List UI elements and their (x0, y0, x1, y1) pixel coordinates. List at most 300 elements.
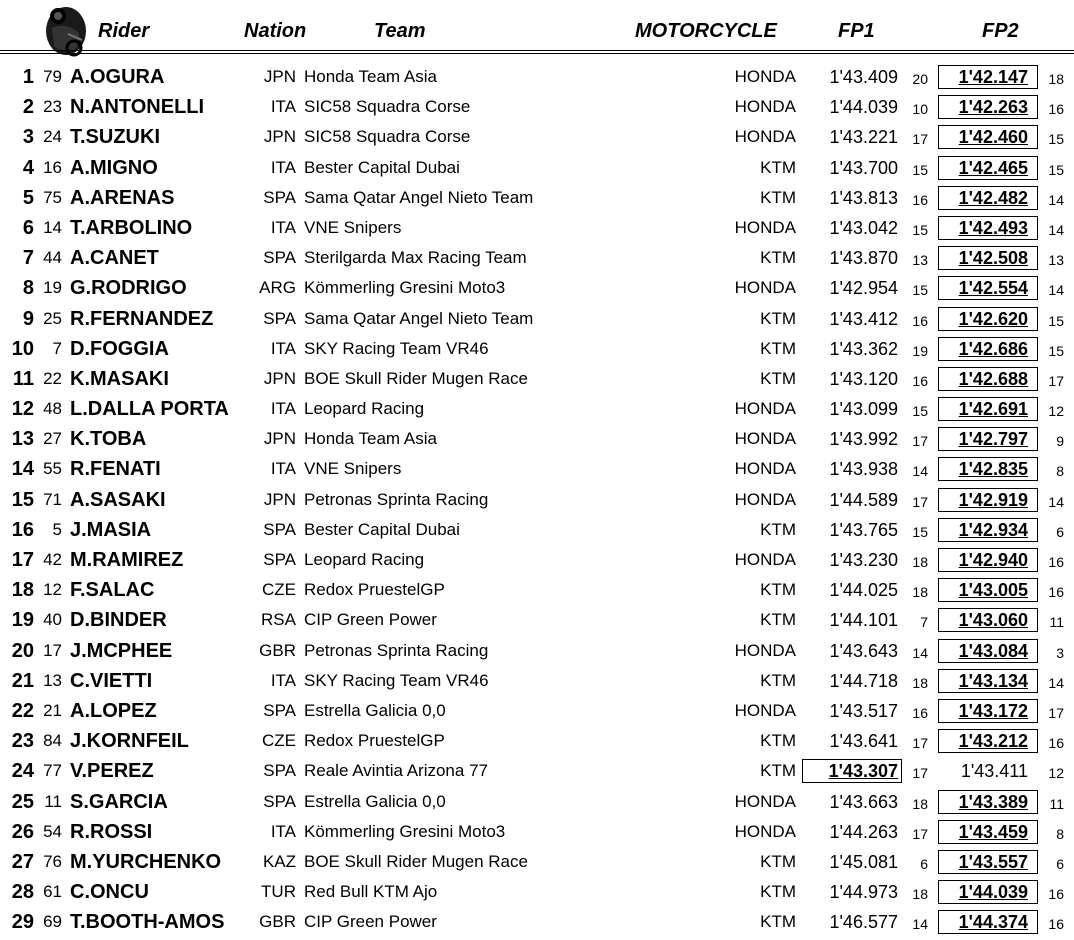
rider-name-cell: T.BOOTH-AMOS (70, 911, 225, 934)
motorcycle-cell: KTM (760, 912, 796, 932)
team-cell: Leopard Racing (304, 399, 425, 419)
fp1-lap-cell: 10 (912, 101, 928, 118)
team-cell: Bester Capital Dubai (304, 519, 460, 539)
fp2-lap-cell: 8 (1056, 463, 1064, 480)
rider-name-cell: A.LOPEZ (70, 699, 157, 722)
nation-cell: RSA (261, 610, 296, 630)
nation-cell: JPN (263, 489, 296, 509)
fp2-time-cell: 1'42.797 (958, 429, 1028, 450)
fp2-time-cell: 1'43.084 (958, 640, 1028, 661)
rider-name-cell: T.ARBOLINO (70, 216, 193, 239)
fp1-time-cell: 1'42.954 (829, 278, 898, 299)
rider-name-cell: A.SASAKI (70, 488, 166, 511)
team-cell: Honda Team Asia (304, 429, 437, 449)
fp2-time-cell: 1'42.460 (958, 127, 1028, 148)
motorcycle-cell: HONDA (734, 700, 796, 720)
fp2-lap-cell: 15 (1048, 161, 1064, 178)
fp1-time-cell: 1'43.992 (829, 429, 898, 450)
position-cell: 29 (11, 911, 34, 934)
table-row (0, 877, 1074, 907)
table-row (0, 545, 1074, 575)
fp2-time-cell: 1'42.508 (958, 248, 1028, 269)
team-cell: VNE Snipers (304, 217, 402, 237)
fp1-time-cell: 1'44.589 (829, 489, 898, 510)
nation-cell: SPA (263, 550, 296, 569)
nation-cell: ITA (270, 670, 296, 690)
fp1-lap-cell: 14 (912, 644, 928, 661)
rider-name-cell: R.FENATI (70, 458, 161, 481)
header-fp1: FP1 (838, 20, 875, 42)
position-cell: 19 (11, 609, 34, 632)
motorcycle-cell: HONDA (734, 489, 796, 509)
fp1-lap-cell: 16 (912, 372, 928, 389)
motorcycle-cell: KTM (760, 610, 796, 630)
fp1-lap-cell: 6 (920, 855, 928, 872)
fp1-time-cell: 1'44.263 (829, 821, 898, 842)
fp1-time-cell: 1'43.307 (828, 761, 898, 782)
fp2-lap-cell: 17 (1048, 372, 1064, 389)
position-cell: 25 (11, 790, 34, 813)
motorcycle-cell: HONDA (734, 640, 796, 660)
nation-cell: JPN (263, 368, 296, 388)
motorcycle-cell: KTM (760, 368, 796, 388)
fp2-lap-cell: 17 (1048, 704, 1064, 721)
position-cell: 14 (11, 458, 34, 481)
nation-cell: GBR (259, 640, 296, 660)
nation-cell: ITA (270, 821, 296, 841)
fp1-time-cell: 1'43.042 (829, 217, 898, 238)
table-row (0, 364, 1074, 394)
fp2-lap-cell: 6 (1056, 855, 1064, 872)
fp2-lap-cell: 16 (1048, 584, 1064, 601)
fp2-lap-cell: 16 (1048, 101, 1064, 118)
position-cell: 5 (22, 186, 34, 209)
position-cell: 6 (22, 216, 34, 239)
fp1-time-cell: 1'44.025 (829, 580, 898, 601)
rider-name-cell: F.SALAC (70, 579, 155, 602)
fp1-lap-cell: 17 (912, 131, 928, 148)
team-cell: VNE Snipers (304, 459, 402, 479)
table-row (0, 575, 1074, 605)
table-row (0, 847, 1074, 877)
fp2-lap-cell: 15 (1048, 342, 1064, 359)
rider-name-cell: A.CANET (70, 247, 159, 270)
fp2-time-cell: 1'42.686 (958, 338, 1028, 359)
position-cell: 9 (22, 307, 34, 330)
nation-cell: CZE (262, 580, 296, 600)
motorcycle-cell: KTM (760, 882, 796, 902)
position-cell: 18 (11, 579, 34, 602)
fp1-time-cell: 1'43.765 (829, 519, 898, 540)
fp2-lap-cell: 14 (1048, 674, 1064, 691)
rider-number-cell: 24 (43, 127, 62, 147)
motorcycle-cell: HONDA (734, 97, 796, 117)
header-fp2: FP2 (982, 20, 1019, 42)
position-cell: 17 (11, 549, 34, 571)
rider-number-cell: 55 (43, 459, 62, 479)
table-row (0, 666, 1074, 696)
rider-number-cell: 13 (43, 670, 62, 690)
fp2-lap-cell: 13 (1048, 252, 1064, 269)
fp1-lap-cell: 17 (912, 433, 928, 450)
rider-name-cell: K.MASAKI (70, 367, 169, 390)
rider-name-cell: T.SUZUKI (70, 126, 160, 149)
position-cell: 26 (11, 820, 34, 843)
header-rule-top (0, 50, 1074, 51)
fp1-time-cell: 1'45.081 (829, 851, 898, 872)
table-row (0, 153, 1074, 183)
motorcycle-cell: KTM (760, 851, 796, 871)
team-cell: Sama Qatar Angel Nieto Team (304, 187, 534, 207)
rider-number-cell: 71 (43, 489, 62, 509)
rider-number-cell: 17 (43, 640, 62, 660)
fp2-time-cell: 1'42.934 (958, 519, 1028, 540)
rider-number-cell: 42 (43, 550, 62, 569)
table-row (0, 62, 1074, 92)
motorcycle-cell: HONDA (734, 127, 796, 147)
fp1-lap-cell: 15 (912, 161, 928, 178)
team-cell: Leopard Racing (304, 550, 425, 569)
nation-cell: ITA (270, 399, 296, 419)
rider-number-cell: 21 (43, 700, 62, 720)
fp2-time-cell: 1'43.459 (958, 821, 1028, 842)
fp1-time-cell: 1'43.700 (829, 157, 898, 178)
fp1-lap-cell: 17 (912, 735, 928, 752)
rider-number-cell: 76 (43, 851, 62, 871)
fp2-time-cell: 1'42.919 (958, 489, 1028, 510)
nation-cell: SPA (263, 791, 296, 811)
fp2-lap-cell: 16 (1048, 554, 1064, 570)
rider-name-cell: R.FERNANDEZ (70, 307, 214, 330)
rider-number-cell: 25 (43, 308, 62, 328)
team-cell: Estrella Galicia 0,0 (304, 791, 446, 811)
team-cell: Sama Qatar Angel Nieto Team (304, 308, 534, 328)
rider-number-cell: 23 (43, 97, 62, 117)
fp2-time-cell: 1'42.147 (958, 67, 1028, 87)
fp1-lap-cell: 16 (912, 191, 928, 208)
fp2-lap-cell: 14 (1048, 221, 1064, 238)
table-row (0, 817, 1074, 847)
team-cell: Bester Capital Dubai (304, 157, 460, 177)
fp2-lap-cell: 16 (1048, 916, 1064, 933)
nation-cell: ITA (270, 459, 296, 479)
fp2-time-cell: 1'43.557 (958, 851, 1028, 872)
fp1-lap-cell: 13 (912, 252, 928, 269)
nation-cell: JPN (263, 429, 296, 449)
fp2-lap-cell: 3 (1056, 644, 1064, 661)
fp2-lap-cell: 18 (1048, 71, 1064, 87)
fp2-time-cell: 1'44.374 (958, 912, 1028, 933)
fp2-time-cell: 1'42.688 (958, 368, 1028, 389)
fp1-lap-cell: 14 (912, 916, 928, 933)
fp2-time-cell: 1'43.005 (958, 580, 1028, 601)
motorcycle-cell: HONDA (734, 399, 796, 419)
fp1-time-cell: 1'46.577 (829, 912, 898, 933)
fp1-lap-cell: 18 (912, 584, 928, 601)
fp1-time-cell: 1'43.362 (829, 338, 898, 359)
fp1-time-cell: 1'43.221 (829, 127, 898, 148)
fp2-time-cell: 1'42.691 (958, 399, 1028, 420)
position-cell: 8 (22, 277, 34, 300)
fp2-time-cell: 1'42.465 (958, 157, 1028, 178)
rider-number-cell: 54 (43, 821, 62, 841)
position-cell: 4 (22, 156, 34, 179)
motorcycle-cell: KTM (760, 670, 796, 690)
fp2-lap-cell: 12 (1048, 403, 1064, 420)
fp1-time-cell: 1'43.813 (829, 187, 898, 208)
header-rule-bottom (0, 53, 1074, 54)
fp1-lap-cell: 14 (912, 463, 928, 480)
table-row (0, 696, 1074, 726)
nation-cell: SPA (263, 761, 296, 781)
motorcycle-cell: HONDA (734, 821, 796, 841)
team-cell: CIP Green Power (304, 610, 437, 630)
fp2-lap-cell: 6 (1056, 523, 1064, 540)
rider-name-cell: C.ONCU (70, 881, 149, 904)
position-cell: 1 (22, 66, 34, 88)
fp2-lap-cell: 14 (1048, 191, 1064, 208)
fp1-lap-cell: 19 (912, 342, 928, 359)
fp2-time-cell: 1'43.172 (958, 700, 1028, 721)
team-cell: BOE Skull Rider Mugen Race (304, 368, 528, 388)
fp1-time-cell: 1'43.099 (829, 399, 898, 420)
table-row (0, 605, 1074, 635)
fp2-lap-cell: 14 (1048, 282, 1064, 299)
team-cell: SIC58 Squadra Corse (304, 97, 471, 117)
fp2-lap-cell: 16 (1048, 735, 1064, 752)
position-cell: 27 (11, 850, 34, 873)
rider-number-cell: 27 (43, 429, 62, 449)
fp1-lap-cell: 18 (912, 674, 928, 691)
fp2-time-cell: 1'42.554 (958, 278, 1028, 299)
table-row (0, 636, 1074, 666)
table-row (0, 304, 1074, 334)
table-row (0, 787, 1074, 817)
team-cell: Red Bull KTM Ajo (304, 882, 438, 902)
position-cell: 28 (11, 881, 34, 904)
table-row (0, 515, 1074, 545)
rider-name-cell: A.OGURA (70, 66, 165, 88)
fp1-lap-cell: 17 (912, 825, 928, 842)
table-row (0, 213, 1074, 243)
rider-number-cell: 77 (43, 761, 62, 781)
nation-cell: ITA (270, 217, 296, 237)
fp1-time-cell: 1'43.663 (829, 791, 898, 812)
table-row (0, 907, 1074, 937)
table-row (0, 756, 1074, 786)
position-cell: 21 (11, 669, 34, 692)
fp1-lap-cell: 18 (912, 886, 928, 903)
team-cell: Estrella Galicia 0,0 (304, 700, 446, 720)
table-row (0, 726, 1074, 756)
fp1-time-cell: 1'44.718 (829, 670, 898, 691)
rider-number-cell: 5 (52, 519, 62, 539)
table-row (0, 394, 1074, 424)
motorcycle-cell: KTM (760, 308, 796, 328)
rider-number-cell: 11 (44, 791, 62, 811)
position-cell: 16 (11, 518, 34, 541)
position-cell: 22 (11, 699, 34, 722)
rider-number-cell: 79 (43, 67, 62, 86)
fp1-time-cell: 1'43.409 (829, 67, 898, 87)
fp2-lap-cell: 12 (1048, 765, 1064, 782)
fp1-lap-cell: 15 (912, 221, 928, 238)
position-cell: 12 (11, 398, 34, 421)
nation-cell: CZE (262, 731, 296, 751)
fp1-lap-cell: 18 (912, 795, 928, 812)
rider-name-cell: V.PEREZ (70, 760, 154, 783)
rider-name-cell: N.ANTONELLI (70, 96, 205, 119)
fp2-lap-cell: 11 (1049, 614, 1064, 631)
fp2-time-cell: 1'43.389 (958, 791, 1028, 812)
fp2-time-cell: 1'42.263 (958, 97, 1028, 118)
fp2-time-cell: 1'44.039 (958, 882, 1028, 903)
rider-name-cell: D.FOGGIA (70, 337, 169, 360)
team-cell: BOE Skull Rider Mugen Race (304, 851, 528, 871)
fp1-lap-cell: 20 (912, 71, 928, 87)
rider-number-cell: 16 (43, 157, 62, 177)
motorcycle-cell: HONDA (734, 791, 796, 811)
rider-name-cell: J.KORNFEIL (70, 730, 189, 753)
fp2-time-cell: 1'43.134 (958, 670, 1028, 691)
fp1-time-cell: 1'44.973 (829, 882, 898, 903)
motorcycle-cell: HONDA (734, 217, 796, 237)
position-cell: 20 (11, 639, 34, 662)
fp2-time-cell: 1'42.493 (958, 217, 1028, 238)
fp1-lap-cell: 18 (912, 554, 928, 570)
rider-number-cell: 61 (43, 882, 62, 902)
position-cell: 3 (22, 126, 34, 149)
rider-number-cell: 40 (43, 610, 62, 630)
motorcycle-cell: KTM (760, 338, 796, 358)
team-cell: Redox PruestelGP (304, 580, 445, 600)
fp1-lap-cell: 15 (912, 403, 928, 420)
rider-number-cell: 48 (43, 399, 62, 419)
motorcycle-cell: KTM (760, 761, 796, 781)
fp1-time-cell: 1'43.870 (829, 248, 898, 269)
rider-number-cell: 84 (43, 731, 62, 751)
position-cell: 2 (22, 96, 34, 119)
team-cell: Kömmerling Gresini Moto3 (304, 278, 506, 298)
rider-name-cell: J.MASIA (70, 518, 152, 541)
fp1-time-cell: 1'43.517 (829, 700, 898, 721)
results-table (0, 62, 1074, 937)
position-cell: 24 (11, 760, 34, 783)
nation-cell: JPN (263, 127, 296, 147)
fp1-lap-cell: 15 (912, 523, 928, 540)
fp1-time-cell: 1'43.641 (829, 731, 898, 752)
nation-cell: ITA (270, 97, 296, 117)
table-row (0, 122, 1074, 152)
motorcycle-cell: HONDA (734, 278, 796, 298)
fp2-lap-cell: 15 (1048, 131, 1064, 148)
nation-cell: SPA (263, 700, 296, 720)
rider-name-cell: R.ROSSI (70, 820, 153, 843)
team-cell: Reale Avintia Arizona 77 (304, 761, 488, 781)
fp1-time-cell: 1'43.412 (829, 308, 898, 329)
motorcycle-cell: KTM (760, 157, 796, 177)
rider-number-cell: 44 (43, 248, 62, 268)
fp2-lap-cell: 15 (1048, 312, 1064, 329)
header-nation: Nation (244, 20, 307, 42)
fp1-time-cell: 1'43.938 (829, 459, 898, 480)
fp2-time-cell: 1'43.060 (958, 610, 1028, 631)
motorcycle-cell: HONDA (734, 459, 796, 479)
motorcycle-cell: KTM (760, 519, 796, 539)
rider-name-cell: G.RODRIGO (70, 277, 187, 300)
fp1-lap-cell: 7 (920, 614, 928, 631)
rider-name-cell: K.TOBA (70, 428, 147, 451)
table-row (0, 424, 1074, 454)
motorcycle-cell: HONDA (734, 429, 796, 449)
fp2-lap-cell: 8 (1056, 825, 1064, 842)
team-cell: SIC58 Squadra Corse (304, 127, 471, 147)
fp2-time-cell: 1'42.482 (958, 187, 1028, 208)
rider-name-cell: S.GARCIA (70, 790, 168, 813)
fp2-lap-cell: 14 (1048, 493, 1064, 510)
motorcycle-cell: KTM (760, 187, 796, 207)
rider-number-cell: 75 (43, 187, 62, 207)
header-motorcycle: MOTORCYCLE (635, 20, 777, 42)
fp1-time-cell: 1'43.643 (829, 640, 898, 661)
team-cell: Sterilgarda Max Racing Team (304, 248, 527, 268)
fp1-lap-cell: 17 (912, 765, 928, 782)
table-row (0, 485, 1074, 515)
rider-name-cell: D.BINDER (70, 609, 167, 632)
nation-cell: SPA (263, 519, 296, 539)
fp2-lap-cell: 9 (1056, 433, 1064, 450)
header-rider: Rider (98, 20, 150, 42)
fp2-time-cell: 1'43.212 (958, 731, 1028, 752)
rider-number-cell: 22 (43, 368, 62, 388)
table-row (0, 92, 1074, 122)
position-cell: 13 (11, 428, 34, 451)
position-cell: 10 (11, 337, 34, 360)
team-cell: SKY Racing Team VR46 (304, 338, 489, 358)
nation-cell: ITA (270, 338, 296, 358)
rider-name-cell: A.MIGNO (70, 156, 158, 179)
fp1-time-cell: 1'44.039 (829, 97, 898, 118)
position-cell: 7 (22, 247, 34, 270)
team-cell: Petronas Sprinta Racing (304, 640, 489, 660)
team-cell: CIP Green Power (304, 912, 437, 932)
motorcycle-cell: KTM (760, 731, 796, 751)
nation-cell: GBR (259, 912, 296, 932)
rider-number-cell: 12 (43, 580, 62, 600)
table-header (0, 0, 1074, 60)
motorcycle-cell: HONDA (734, 67, 796, 86)
fp1-lap-cell: 16 (912, 312, 928, 329)
position-cell: 11 (12, 367, 34, 390)
team-cell: Kömmerling Gresini Moto3 (304, 821, 506, 841)
rider-number-cell: 69 (43, 912, 62, 932)
fp1-lap-cell: 17 (912, 493, 928, 510)
rider-name-cell: A.ARENAS (70, 186, 175, 209)
motorcycle-cell: KTM (760, 248, 796, 268)
nation-cell: SPA (263, 308, 296, 328)
fp1-time-cell: 1'44.101 (829, 610, 898, 631)
rider-name-cell: M.YURCHENKO (70, 850, 222, 873)
fp2-time-cell: 1'42.835 (958, 459, 1028, 480)
fp1-lap-cell: 15 (912, 282, 928, 299)
fp2-lap-cell: 16 (1048, 886, 1064, 903)
nation-cell: SPA (263, 187, 296, 207)
motorcycle-cell: KTM (760, 580, 796, 600)
nation-cell: KAZ (262, 851, 296, 871)
position-cell: 15 (11, 488, 34, 511)
header-team: Team (374, 20, 426, 42)
table-row (0, 273, 1074, 303)
